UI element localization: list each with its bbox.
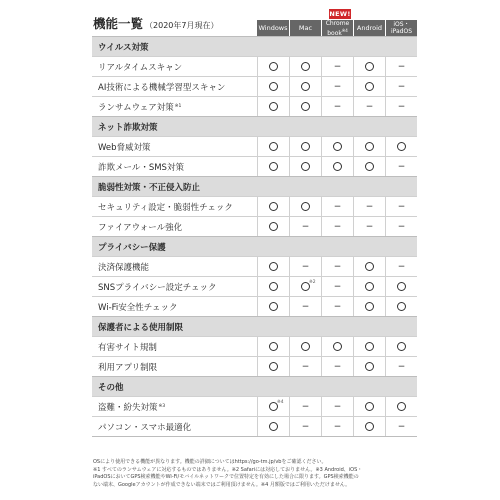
footnote-line: ※1 すべてのランサムウェアに対応するものではありません。※2 Safariには対応しておりません。※3 Android、iOS・ bbox=[93, 466, 363, 473]
dash-symbol: − bbox=[333, 201, 342, 212]
unsupported-mark bbox=[321, 77, 353, 96]
supported-mark bbox=[257, 357, 289, 376]
footnote-line: ない端末、Googleアカウントが作成できない端末ではご利用頂けません。※4 月額版ではご利用いただけません。 bbox=[93, 481, 351, 488]
unsupported-mark bbox=[289, 217, 321, 236]
feature-name: ランサムウェア対策 bbox=[98, 102, 174, 113]
dash-symbol: − bbox=[301, 301, 310, 312]
supported-mark bbox=[289, 97, 321, 116]
section-header: 保護者による使用制限 bbox=[92, 316, 417, 336]
supported-mark bbox=[257, 297, 289, 316]
feature-row bbox=[92, 156, 417, 176]
dash-symbol: − bbox=[397, 61, 406, 72]
title-date: （2020年7月現在） bbox=[145, 21, 219, 30]
feature-name: ファイアウォール強化 bbox=[98, 222, 183, 233]
unsupported-mark bbox=[385, 57, 417, 76]
feature-label bbox=[92, 357, 257, 376]
feature-row bbox=[92, 336, 417, 356]
feature-row bbox=[92, 76, 417, 96]
supported-mark bbox=[353, 357, 385, 376]
feature-label bbox=[92, 157, 257, 176]
unsupported-mark bbox=[321, 357, 353, 376]
supported-mark bbox=[257, 57, 289, 76]
feature-row bbox=[92, 256, 417, 276]
supported-mark bbox=[257, 217, 289, 236]
section-header: 脆弱性対策・不正侵入防止 bbox=[92, 176, 417, 196]
feature-row bbox=[92, 56, 417, 76]
unsupported-mark bbox=[321, 297, 353, 316]
unsupported-mark bbox=[289, 297, 321, 316]
supported-mark bbox=[321, 337, 353, 356]
dash-symbol: − bbox=[397, 421, 406, 432]
supported-mark bbox=[289, 77, 321, 96]
supported-mark bbox=[353, 57, 385, 76]
supported-mark bbox=[289, 277, 321, 296]
unsupported-mark bbox=[289, 257, 321, 276]
dash-symbol: − bbox=[333, 261, 342, 272]
supported-mark bbox=[257, 337, 289, 356]
supported-mark bbox=[353, 417, 385, 436]
dash-symbol: − bbox=[397, 101, 406, 112]
dash-symbol: − bbox=[397, 81, 406, 92]
section-header: ウイルス対策 bbox=[92, 36, 417, 56]
title-text: 機能一覧 bbox=[93, 16, 144, 31]
unsupported-mark bbox=[385, 417, 417, 436]
platform-name-line1: Windows bbox=[258, 23, 288, 32]
supported-mark bbox=[257, 197, 289, 216]
unsupported-mark bbox=[385, 157, 417, 176]
platform-header-3 bbox=[353, 20, 385, 36]
unsupported-mark bbox=[289, 397, 321, 416]
dash-symbol: − bbox=[365, 101, 374, 112]
supported-mark bbox=[353, 337, 385, 356]
footnote-line: OSにより使用できる機能が異なります。機能の詳細についてはhttps://go-tm.jp/vbをご確認ください。 bbox=[93, 459, 327, 465]
mark-note: ※4 bbox=[277, 400, 284, 405]
feature-name: リアルタイムスキャン bbox=[98, 62, 183, 73]
supported-mark bbox=[353, 77, 385, 96]
dash-symbol: − bbox=[397, 261, 406, 272]
unsupported-mark bbox=[321, 197, 353, 216]
feature-name: 盗難・紛失対策 bbox=[98, 402, 158, 413]
feature-label bbox=[92, 337, 257, 356]
supported-mark bbox=[257, 137, 289, 156]
unsupported-mark bbox=[321, 257, 353, 276]
dash-symbol: − bbox=[333, 301, 342, 312]
supported-mark bbox=[257, 157, 289, 176]
section-header: プライバシー保護 bbox=[92, 236, 417, 256]
dash-symbol: − bbox=[301, 401, 310, 412]
dash-symbol: − bbox=[333, 421, 342, 432]
supported-mark bbox=[257, 97, 289, 116]
dash-symbol: − bbox=[397, 201, 406, 212]
feature-name: AI技術による機械学習型スキャン bbox=[98, 82, 226, 93]
unsupported-mark bbox=[385, 257, 417, 276]
supported-mark bbox=[353, 297, 385, 316]
supported-mark bbox=[257, 277, 289, 296]
dash-symbol: − bbox=[397, 221, 406, 232]
unsupported-mark bbox=[321, 97, 353, 116]
feature-label bbox=[92, 217, 257, 236]
platform-name-line2: book bbox=[327, 29, 342, 37]
supported-mark bbox=[353, 257, 385, 276]
feature-row bbox=[92, 196, 417, 216]
new-badge: NEW! bbox=[329, 10, 351, 18]
supported-mark bbox=[385, 297, 417, 316]
supported-mark bbox=[385, 397, 417, 416]
unsupported-mark bbox=[353, 217, 385, 236]
platform-name-line2: iPadOS bbox=[390, 28, 413, 35]
section-header: ネット詐欺対策 bbox=[92, 116, 417, 136]
unsupported-mark bbox=[385, 217, 417, 236]
dash-symbol: − bbox=[301, 361, 310, 372]
feature-label bbox=[92, 137, 257, 156]
feature-name: 詐欺メール・SMS対策 bbox=[98, 162, 184, 173]
feature-row bbox=[92, 136, 417, 156]
platform-header-4 bbox=[385, 20, 417, 36]
supported-mark bbox=[289, 137, 321, 156]
supported-mark bbox=[321, 137, 353, 156]
dash-symbol: − bbox=[301, 221, 310, 232]
dash-symbol: − bbox=[397, 161, 406, 172]
supported-mark bbox=[321, 157, 353, 176]
dash-symbol: − bbox=[333, 281, 342, 292]
feature-name: 有害サイト規制 bbox=[98, 342, 157, 353]
supported-mark bbox=[385, 337, 417, 356]
dash-symbol: − bbox=[365, 221, 374, 232]
platform-name-line1: Mac bbox=[298, 23, 313, 32]
feature-name: セキュリティ設定・脆弱性チェック bbox=[98, 202, 233, 213]
feature-name: Web脅威対策 bbox=[98, 142, 151, 153]
platform-header-row bbox=[257, 20, 417, 36]
unsupported-mark bbox=[385, 77, 417, 96]
unsupported-mark bbox=[321, 417, 353, 436]
supported-mark bbox=[257, 397, 289, 416]
feature-name: 決済保護機能 bbox=[98, 262, 150, 273]
feature-row bbox=[92, 296, 417, 316]
feature-label bbox=[92, 57, 257, 76]
feature-row bbox=[92, 216, 417, 236]
supported-mark bbox=[353, 397, 385, 416]
supported-mark bbox=[257, 77, 289, 96]
feature-name: SNSプライバシー設定チェック bbox=[98, 282, 217, 293]
dash-symbol: − bbox=[333, 81, 342, 92]
feature-note: ※1 bbox=[174, 104, 182, 109]
dash-symbol: − bbox=[301, 421, 310, 432]
dash-symbol: − bbox=[333, 221, 342, 232]
supported-mark bbox=[257, 257, 289, 276]
unsupported-mark bbox=[289, 417, 321, 436]
dash-symbol: − bbox=[397, 361, 406, 372]
feature-name: 利用アプリ制限 bbox=[98, 362, 158, 373]
unsupported-mark bbox=[385, 97, 417, 116]
feature-label bbox=[92, 77, 257, 96]
unsupported-mark bbox=[385, 197, 417, 216]
supported-mark bbox=[385, 277, 417, 296]
feature-row bbox=[92, 416, 417, 436]
feature-label bbox=[92, 277, 257, 296]
dash-symbol: − bbox=[333, 401, 342, 412]
feature-name: パソコン・スマホ最適化 bbox=[98, 422, 192, 433]
platform-header-1 bbox=[289, 20, 321, 36]
dash-symbol: − bbox=[301, 261, 310, 272]
unsupported-mark bbox=[321, 397, 353, 416]
dash-symbol: − bbox=[333, 101, 342, 112]
feature-label bbox=[92, 197, 257, 216]
supported-mark bbox=[289, 197, 321, 216]
supported-mark bbox=[289, 337, 321, 356]
supported-mark bbox=[353, 277, 385, 296]
unsupported-mark bbox=[321, 57, 353, 76]
supported-mark bbox=[353, 137, 385, 156]
platform-name-line1: iOS・ bbox=[393, 21, 410, 28]
unsupported-mark bbox=[353, 97, 385, 116]
platform-header-0 bbox=[257, 20, 289, 36]
platform-name-line1: Android bbox=[356, 23, 383, 32]
feature-label bbox=[92, 257, 257, 276]
supported-mark bbox=[353, 157, 385, 176]
table-bottom-border bbox=[92, 436, 417, 437]
feature-row bbox=[92, 96, 417, 116]
footnotes bbox=[93, 459, 411, 489]
mark-note: ※2 bbox=[309, 280, 316, 285]
supported-mark bbox=[385, 137, 417, 156]
footnote-line: iPadOSにおいてGPS検索機能やWi-Fi/モバイルネットワークで位置特定を有効にした場合に限ります。GPS検索機能の bbox=[93, 474, 359, 480]
feature-label bbox=[92, 297, 257, 316]
feature-name: Wi-Fi安全性チェック bbox=[98, 302, 178, 313]
section-header: その他 bbox=[92, 376, 417, 396]
supported-mark bbox=[289, 57, 321, 76]
page-title bbox=[93, 14, 218, 32]
platform-name-line1: Chrome bbox=[325, 19, 350, 27]
dash-symbol: − bbox=[365, 201, 374, 212]
platform-header-2 bbox=[321, 20, 353, 36]
unsupported-mark bbox=[321, 277, 353, 296]
feature-label bbox=[92, 417, 257, 436]
unsupported-mark bbox=[321, 217, 353, 236]
feature-label bbox=[92, 397, 257, 416]
feature-table bbox=[92, 36, 417, 437]
supported-mark bbox=[257, 417, 289, 436]
unsupported-mark bbox=[289, 357, 321, 376]
unsupported-mark bbox=[353, 197, 385, 216]
feature-note: ※3 bbox=[158, 404, 166, 409]
feature-row bbox=[92, 276, 417, 296]
unsupported-mark bbox=[385, 357, 417, 376]
dash-symbol: − bbox=[333, 361, 342, 372]
feature-row bbox=[92, 356, 417, 376]
feature-row bbox=[92, 396, 417, 416]
dash-symbol: − bbox=[333, 61, 342, 72]
feature-label bbox=[92, 97, 257, 116]
platform-note: ※4 bbox=[341, 27, 348, 33]
supported-mark bbox=[289, 157, 321, 176]
